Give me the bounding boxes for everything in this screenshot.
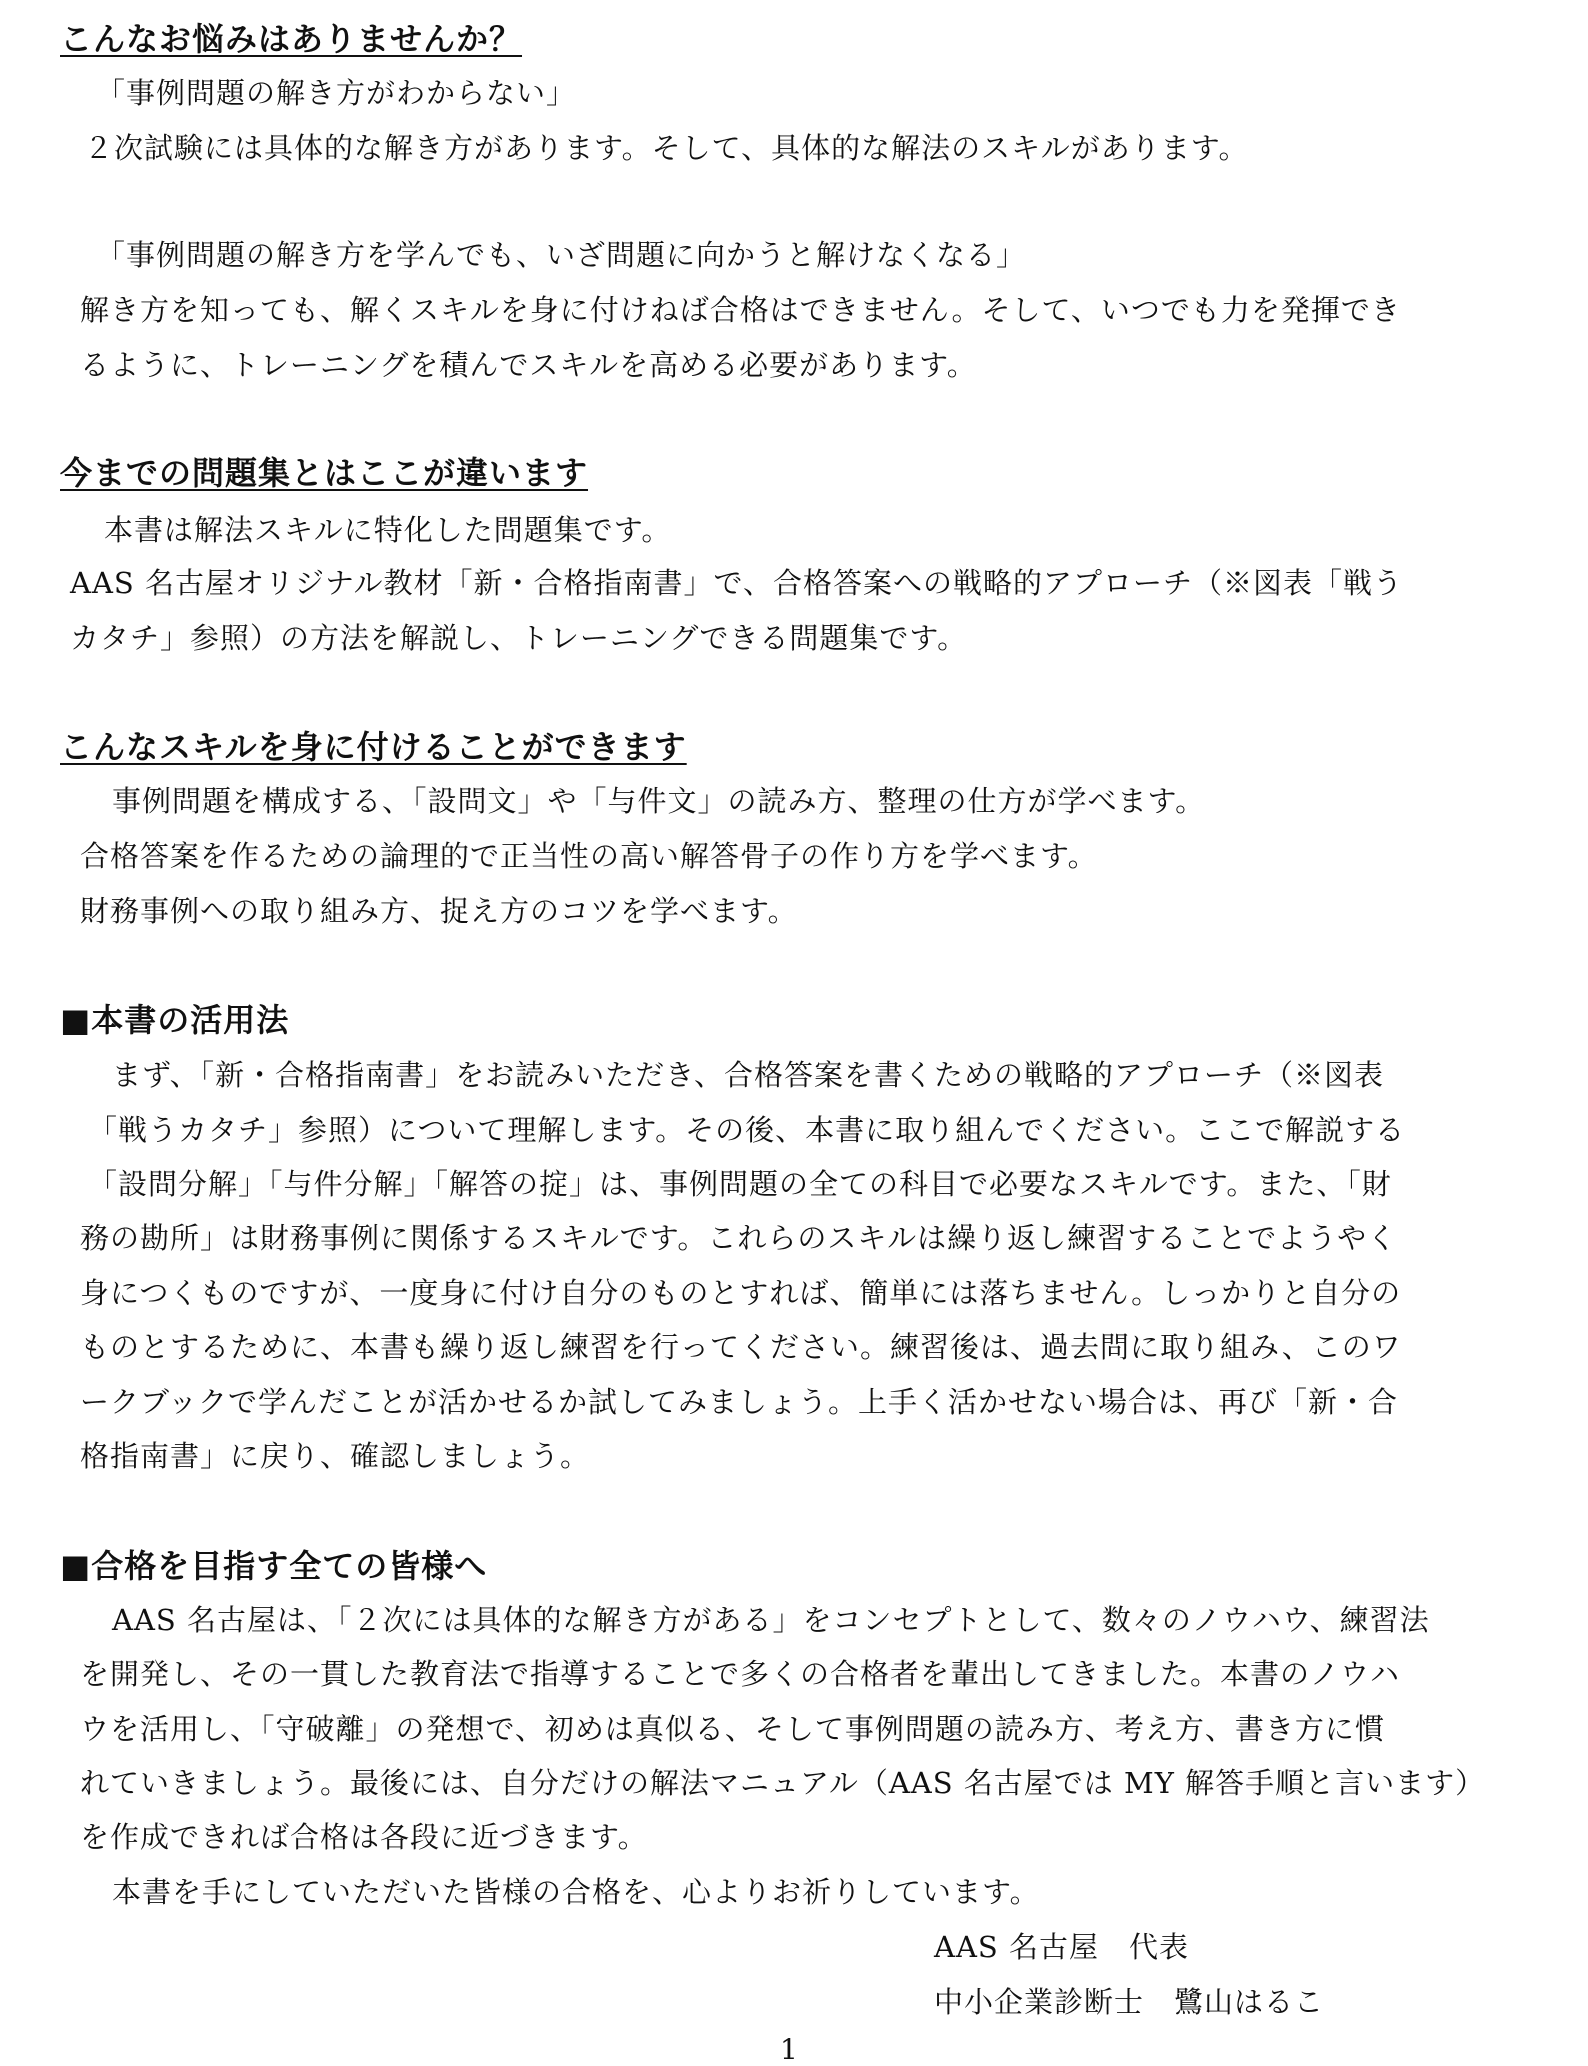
body-line: 「事例問題の解き方を学んでも、いざ問題に向かうと解けなくなる」	[96, 238, 1027, 272]
body-line: ウを活用し、「守破離」の発想で、初めは真似る、そして事例問題の読み方、考え方、書き方に慣	[80, 1712, 1385, 1746]
body-line: ２次試験には具体的な解き方があります。そして、具体的な解法のスキルがあります。	[84, 131, 1249, 165]
body-line: るように、トレーニングを積んでスキルを高める必要があります。	[80, 348, 977, 382]
body-line: れていきましょう。最後には、自分だけの解法マニュアル（AAS 名古屋では MY 解答手順と言います）	[80, 1766, 1486, 1800]
body-line: AAS 名古屋は、「２次には具体的な解き方がある」をコンセプトとして、数々のノウハウ、練習法	[112, 1603, 1430, 1637]
body-line: カタチ」参照）の方法を解説し、トレーニングできる問題集です。	[70, 621, 968, 655]
body-line: 本書を手にしていただいた皆様の合格を、心よりお祈りしています。	[112, 1875, 1040, 1909]
signature-name: 中小企業診断士 鷺山はるこ	[934, 1985, 1325, 2019]
body-line: 「設問分解」「与件分解」「解答の掟」は、事例問題の全ての科目で必要なスキルです。また、「財	[88, 1167, 1392, 1201]
body-line: 務の勘所」は財務事例に関係するスキルです。これらのスキルは繰り返し練習することでようやく	[80, 1221, 1398, 1255]
body-line: 解き方を知っても、解くスキルを身に付けねば合格はできません。そして、いつでも力を発揮でき	[80, 293, 1401, 327]
section-heading-worries: こんなお悩みはありませんか？	[60, 20, 523, 58]
section-heading-skills: こんなスキルを身に付けることができます	[60, 728, 687, 766]
body-line: 身につくものですが、一度身に付け自分のものとすれば、簡単には落ちません。しっかりと自分の	[80, 1276, 1402, 1310]
section-heading-message: ■合格を目指す全ての皆様へ	[60, 1547, 488, 1585]
body-line: 合格答案を作るための論理的で正当性の高い解答骨子の作り方を学べます。	[80, 839, 1098, 873]
body-line: 格指南書」に戻り、確認しましょう。	[80, 1439, 591, 1473]
body-line: ークブックで学んだことが活かせるか試してみましょう。上手く活かせない場合は、再び「新・合	[80, 1385, 1398, 1419]
body-line: 「事例問題の解き方がわからない」	[96, 76, 577, 110]
signature-org: AAS 名古屋 代表	[934, 1930, 1189, 1964]
section-heading-usage: ■本書の活用法	[60, 1001, 290, 1039]
body-line: 「戦うカタチ」参照）について理解します。その後、本書に取り組んでください。ここで解説する	[88, 1113, 1406, 1147]
body-line: を開発し、その一貫した教育法で指導することで多くの合格者を輩出してきました。本書のノウハ	[80, 1657, 1401, 1691]
body-line: 事例問題を構成する、「設問文」や「与件文」の読み方、整理の仕方が学べます。	[112, 784, 1206, 818]
body-line: AAS 名古屋オリジナル教材「新・合格指南書」で、合格答案への戦略的アプローチ（※図表「戦う	[70, 566, 1403, 600]
body-line: ものとするために、本書も繰り返し練習を行ってください。練習後は、過去問に取り組み、このワ	[80, 1330, 1402, 1364]
page-number: 1	[780, 2033, 798, 2066]
body-line: まず、「新・合格指南書」をお読みいただき、合格答案を書くための戦略的アプローチ（※図表	[112, 1058, 1385, 1092]
body-line: を作成できれば合格は各段に近づきます。	[80, 1820, 648, 1854]
body-line: 財務事例への取り組み方、捉え方のコツを学べます。	[80, 894, 798, 928]
body-line: 本書は解法スキルに特化した問題集です。	[104, 513, 672, 547]
section-heading-difference: 今までの問題集とはここが違います	[60, 454, 589, 492]
